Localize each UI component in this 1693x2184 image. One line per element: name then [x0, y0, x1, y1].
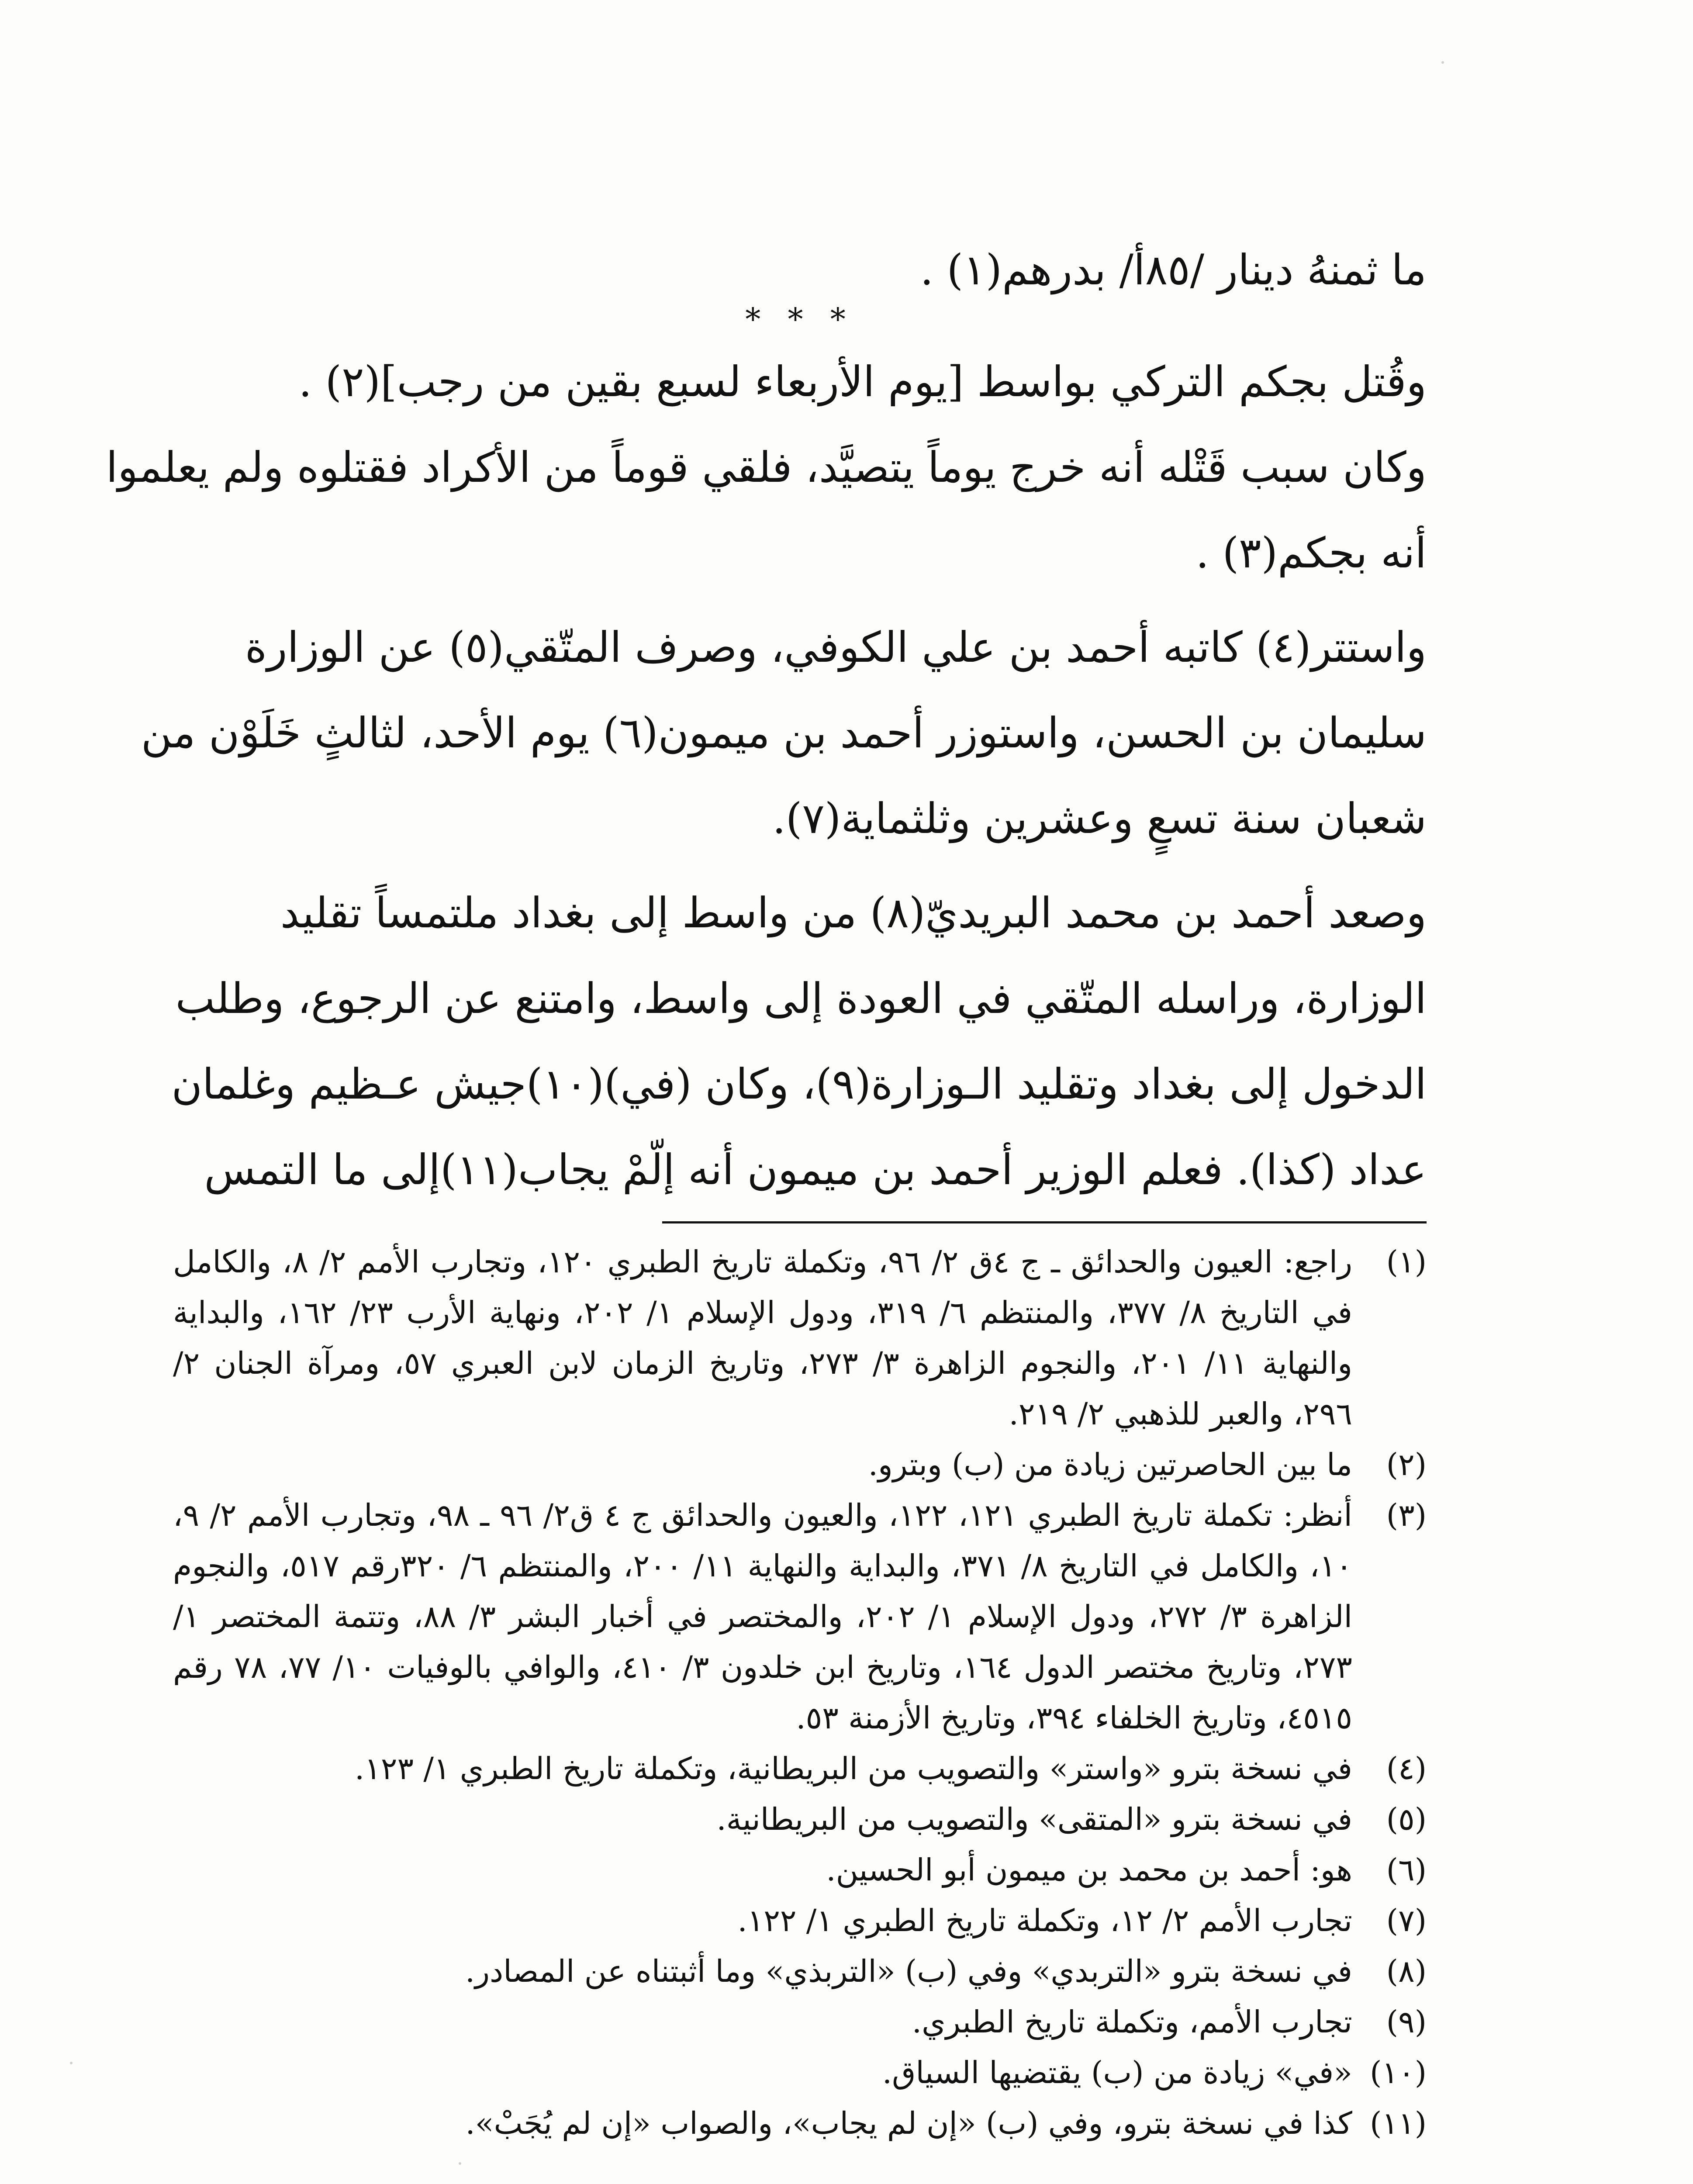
paragraph-bajkam-death: [106, 339, 1427, 596]
footnote-number: (٥): [1386, 1801, 1427, 1837]
footnote-2: [173, 1439, 1427, 1490]
footnote-number: (١١): [1370, 2105, 1427, 2141]
footnote-text: أنظر: تكملة تاريخ الطبري ١٢١، ١٢٢، والعيون والحدائق ج ٤ ق٢/ ٩٦ ـ ٩٨، وتجارب الأمم ٢/ ٩، ١٠، والكامل في التاريخ ٨/ ٣٧١، والبداية والنهاية ١١/ ٢٠٠، والمنتظم ٦/ ٣٢٠رقم ٥١٧، والنجوم الزاهرة ٣/ ٢٧٢، ودول الإسلام ١/ ٢٠٢، والمختصر في أخبار البشر ٣/ ٨٨، وتتمة المختصر ١/ ٢٧٣، وتاريخ مختصر الدول ١٦٤، وتاريخ ابن خلدون ٣/ ٤١٠، والوافي بالوفيات ١٠/ ٧٧، ٧٨ رقم ٤٥١٥، وتاريخ الخلفاء ٣٩٤، وتاريخ الأزمنة ٥٣.: [173, 1497, 1353, 1736]
footnote-number: (٣): [1386, 1497, 1427, 1533]
body-line: عداد (كذا). فعلم الوزير أحمد بن ميمون أنه إلّمْ يجاب(١١)إلى ما التمس: [204, 1145, 1427, 1194]
footnote-number: (١٠): [1370, 2055, 1427, 2091]
footnote-text: تجارب الأمم، وتكملة تاريخ الطبري.: [912, 2004, 1352, 2040]
footnote-9: [173, 1997, 1427, 2047]
scan-speck: [459, 2162, 461, 2165]
footnote-text: راجع: العيون والحدائق ـ ج ٤ق ٢/ ٩٦، وتكملة تاريخ الطبري ١٢٠، وتجارب الأمم ٢/ ٨، والكامل في التاريخ ٨/ ٣٧٧، والمنتظم ٦/ ٣١٩، ودول الإسلام ١/ ٢٠٢، ونهاية الأرب ٢٣/ ١٦٢، والبداية والنهاية ١١/ ٢٠١، والنجوم الزاهرة ٣/ ٢٧٣، وتاريخ الزمان لابن العبري ٥٧، ومرآة الجنان ٢/ ٢٩٦، والعبر للذهبي ٢/ ٢١٩.: [173, 1244, 1353, 1432]
page-content: [106, 227, 1427, 2149]
footnote-text: «في» زيادة من (ب) يقتضيها السياق.: [882, 2055, 1352, 2091]
body-line-opening: ما ثمنهُ دينار /٨٥أ/ بدرهم(١) .: [920, 245, 1427, 294]
footnote-8: [173, 1946, 1427, 1997]
footnote-text: ما بين الحاصرتين زيادة من (ب) وبترو.: [868, 1447, 1352, 1482]
footnote-11: [173, 2098, 1427, 2149]
body-line: وقُتل بجكم التركي بواسط [يوم الأربعاء لسبع بقين من رجب](٢) .: [298, 357, 1427, 406]
footnote-text: في نسخة بترو «واستر» والتصويب من البريطانية، وتكملة تاريخ الطبري ١/ ١٢٣.: [355, 1751, 1352, 1787]
paragraph-baridi-ascent: [173, 870, 1427, 1213]
footnote-text: هو: أحمد بن محمد بن ميمون أبو الحسين.: [826, 1852, 1352, 1888]
footnote-4: [173, 1743, 1427, 1794]
footnote-number: (٦): [1386, 1852, 1427, 1888]
body-line: وصعد أحمد بن محمد البريديّ(٨) من واسط إلى بغداد ملتمساً تقليد: [280, 888, 1427, 937]
footnote-3: [173, 1490, 1427, 1743]
footnotes: [173, 1237, 1427, 2149]
body-line: أنه بجكم(٣) .: [1195, 529, 1427, 577]
body-line: شعبان سنة تسعٍ وعشرين وثلثماية(٧).: [772, 794, 1427, 843]
footnote-10: [173, 2047, 1427, 2098]
footnote-separator-rule: [662, 1221, 1427, 1223]
footnote-7: [173, 1895, 1427, 1946]
footnote-5: [173, 1794, 1427, 1845]
footnote-text: تجارب الأمم ٢/ ١٢، وتكملة تاريخ الطبري ١/ ١٢٢.: [737, 1903, 1352, 1939]
footnote-text: كذا في نسخة بترو، وفي (ب) «إن لم يجاب»، والصواب «إن لم يُجَبْ».: [465, 2105, 1352, 2141]
footnote-number: (٢): [1386, 1447, 1427, 1482]
section-separator-stars: * * *: [745, 301, 854, 337]
footnote-number: (٨): [1386, 1953, 1427, 1989]
footnote-text: في نسخة بترو «التربدي» وفي (ب) «التربذي» وما أثبتناه عن المصادر.: [465, 1953, 1352, 1989]
body-line: الوزارة، وراسله المتّقي في العودة إلى واسط، وامتنع عن الرجوع، وطلب: [175, 974, 1427, 1023]
footnote-number: (٤): [1386, 1751, 1427, 1787]
footnote-number: (٧): [1386, 1903, 1427, 1939]
scan-speck: [70, 2062, 73, 2064]
footnote-6: [173, 1845, 1427, 1895]
body-line: واستتر(٤) كاتبه أحمد بن علي الكوفي، وصرف المتّقي(٥) عن الوزارة: [245, 623, 1427, 672]
body-line: سليمان بن الحسن، واستوزر أحمد بن ميمون(٦) يوم الأحد، لثالثٍ خَلَوْن من: [141, 708, 1427, 757]
footnote-1: [173, 1237, 1427, 1439]
body-line: الدخول إلى بغداد وتقليد الـوزارة(٩)، وكان (في)(١٠)جيش عـظيم وغلمان: [171, 1060, 1427, 1109]
body-line: وكان سبب قَتْله أنه خرج يوماً يتصيَّد، فلقي قوماً من الأكراد فقتلوه ولم يعلموا: [106, 443, 1427, 492]
footnote-text: في نسخة بترو «المتقى» والتصويب من البريطانية.: [716, 1801, 1352, 1837]
footnote-number: (٩): [1386, 2004, 1427, 2040]
footnote-number: (١): [1386, 1244, 1427, 1280]
scan-speck: [1441, 61, 1444, 64]
paragraph-vizierate-change: [141, 605, 1427, 861]
